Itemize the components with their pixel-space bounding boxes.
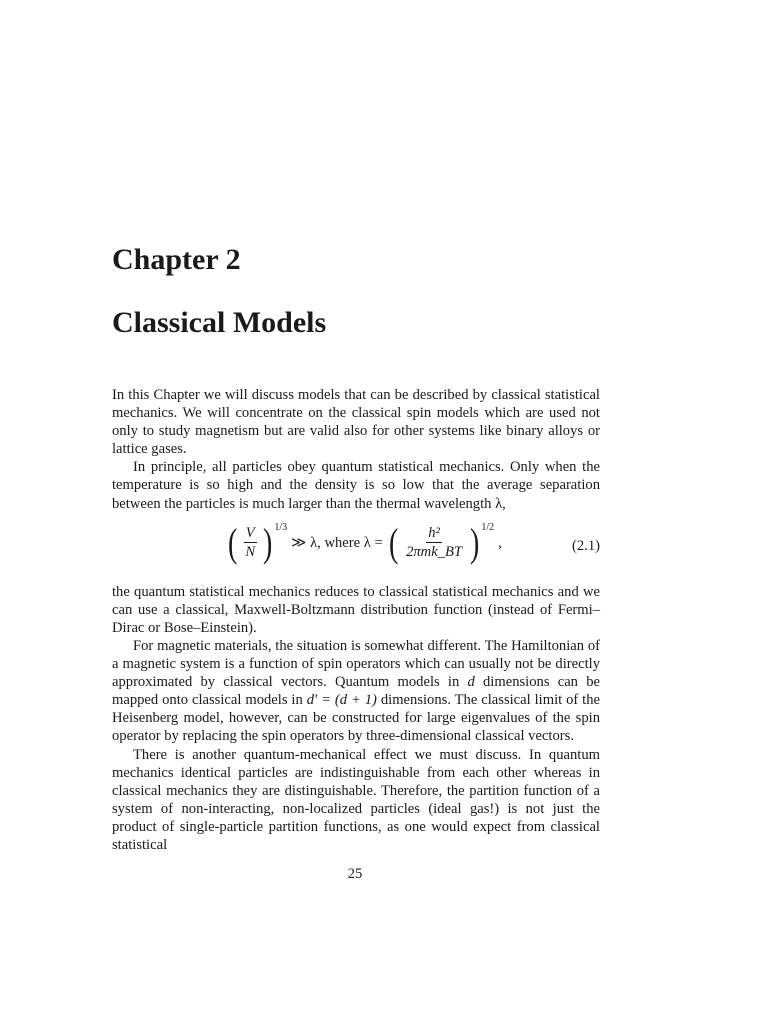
text-segment: dimensions can be mapped onto classical models in xyxy=(112,674,600,709)
math-d: d xyxy=(467,674,475,691)
equation-body xyxy=(226,519,502,565)
paragraph-indistinguishable: There is another quantum-mechanical effect we must discuss. In quantum mechanics identical particles are indistinguishable from each other whereas in classical mechanics they are distinguishable. Therefore, the partition function of a system of non-interacting, non-localized particles (ideal gas!) is not just the product of single-particle partition functions, as one would expect from classical statistical xyxy=(112,746,600,853)
fraction-numerator: V xyxy=(245,525,255,542)
right-paren: ) xyxy=(470,519,480,565)
paragraph-quantum: In principle, all particles obey quantum statistical mechanics. Only when the temperature is so high and the density is so low that the average separation between the particles is much larger than the thermal wavelength λ, xyxy=(112,459,600,512)
left-paren: ( xyxy=(227,519,238,565)
body-text xyxy=(112,386,600,854)
left-paren: ( xyxy=(388,519,399,565)
paragraph-intro: In this Chapter we will discuss models that can be described by classical statistical mechanics. We will concentrate on the classical spin models which are used not only to study magnetism but are valid also for other systems like binary alloys or lattice gases. xyxy=(112,387,600,458)
fraction-denominator: N xyxy=(245,544,256,561)
paragraph-classical-limit: the quantum statistical mechanics reduces to classical statistical mechanics and we can use a classical, Maxwell-Boltzmann distribution function (instead of Fermi–Dirac or Bose–Einstein). xyxy=(112,583,600,636)
fraction-v-over-n xyxy=(243,525,257,560)
chapter-label: Chapter 2 xyxy=(112,243,241,276)
page-number: 25 xyxy=(347,866,363,882)
equation-relation: ≫ λ, where λ = xyxy=(291,534,383,551)
right-paren: ) xyxy=(263,519,273,565)
equation-2-1 xyxy=(112,513,600,583)
math-d-prime: d′ = (d + 1) xyxy=(306,692,377,709)
text-segment: For magnetic materials, the situation is somewhat different. The Hamiltonian of a magnetic system is a function of spin operators which can usually not be directly approximated by classical vectors. Quantum models in xyxy=(112,637,600,691)
fraction-numerator: h² xyxy=(428,525,440,542)
exponent: 1/2 xyxy=(481,521,495,533)
equation-number: (2.1) xyxy=(572,537,600,554)
fraction-thermal-wavelength xyxy=(404,525,464,560)
text-segment: dimensions. The classical limit of the Heisenberg model, however, can be constructed for large eigenvalues of the spin operator by replacing the spin operators by three-dimensional classical vectors. xyxy=(112,692,601,745)
equation-trailing-comma: , xyxy=(498,534,502,551)
fraction-denominator: 2πmk_BT xyxy=(406,544,463,561)
chapter-title: Classical Models xyxy=(112,306,327,339)
paragraph-magnetic xyxy=(112,637,600,746)
exponent: 1/3 xyxy=(274,521,288,533)
